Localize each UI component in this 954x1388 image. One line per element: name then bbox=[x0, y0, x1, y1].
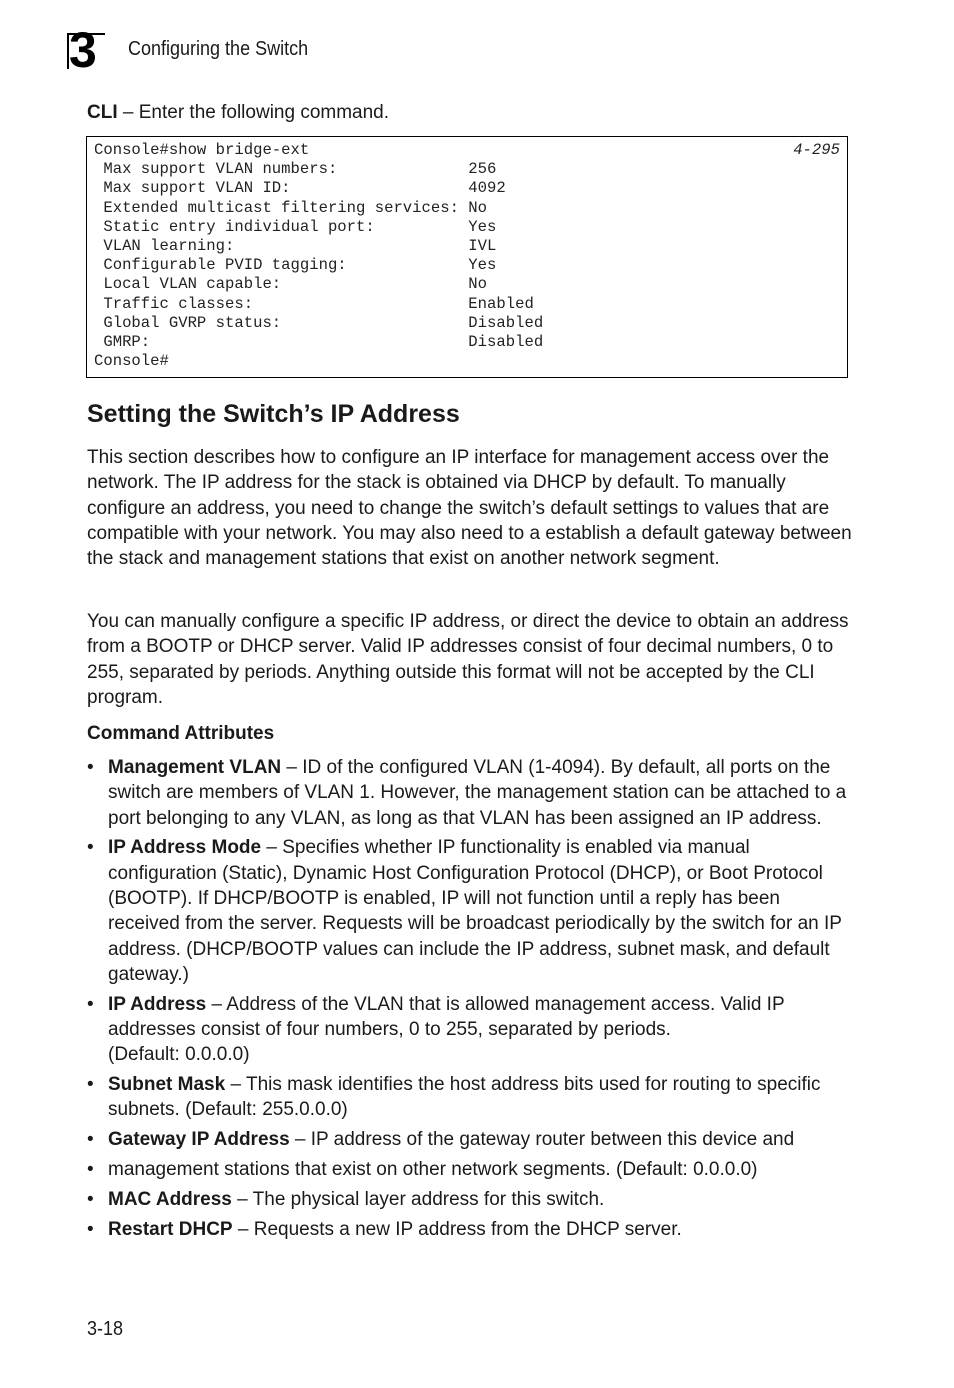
running-header-title: Configuring the Switch bbox=[128, 38, 309, 60]
attribute-desc: – ID of the configured VLAN (1-4094). By default, all ports on the switch are members of VLAN 1. However, the management station can be attached to a port belonging to any VLAN, as long as that VLAN has been assigned an IP address. bbox=[108, 757, 847, 829]
attribute-desc: – IP address of the gateway router between this device and bbox=[289, 1129, 795, 1151]
attribute-desc: – Specifies whether IP functionality is enabled via manual configuration (Static), Dynamic Host Configuration Protocol (DHCP), or Boot Protocol (BOOTP). If DHCP/BOOTP is enabled, IP will not function until a reply has been received from the server. Requests will be broadcast periodically by the switch for an IP address. (DHCP/BOOTP values can include the IP address, subnet mask, and default gateway.) bbox=[108, 837, 842, 985]
attribute-list bbox=[87, 755, 857, 1246]
attribute-term: IP Address bbox=[108, 993, 207, 1015]
attribute-desc: management stations that exist on other network segments. (Default: 0.0.0.0) bbox=[108, 1158, 758, 1180]
list-item: • management stations that exist on other network segments. (Default: 0.0.0.0) bbox=[87, 1158, 758, 1180]
list-item: • IP Address Mode – Specifies whether IP functionality is enabled via manual configuration (Static), Dynamic Host Configuration Protocol (DHCP), or Boot Protocol (BOOTP). If DHCP/BOOTP is enabled, IP will not function until a reply has been received from the server. Requests will be broadcast periodically by the switch for an IP address. (DHCP/BOOTP values can include the IP address, subnet mask, and default gateway.) bbox=[87, 837, 842, 985]
code-command: Console#show bridge-ext bbox=[94, 141, 310, 159]
code-line: Max support VLAN numbers: 256 bbox=[94, 160, 497, 179]
attribute-desc: – This mask identifies the host address bits used for routing to specific subnets. (Default: 255.0.0.0) bbox=[108, 1074, 821, 1121]
attribute-desc: – Requests a new IP address from the DHCP server. bbox=[232, 1218, 682, 1240]
cli-code-block bbox=[86, 136, 848, 378]
code-line: Traffic classes: Enabled bbox=[94, 294, 534, 313]
code-prompt: Console# bbox=[94, 352, 169, 371]
page-number: 3-18 bbox=[87, 1318, 124, 1340]
paragraph: This section describes how to configure an IP interface for management access over the network. The IP address for the stack is obtained via DHCP by default. To manually configure an address, you need to change the switch’s default settings to values that are compatible with your network. You may also need to a establish a default gateway between the stack and management stations that exist on another network segment. bbox=[87, 447, 852, 570]
code-line: Max support VLAN ID: 4092 bbox=[94, 179, 506, 198]
list-item: • Gateway IP Address – IP address of the gateway router between this device and bbox=[87, 1129, 795, 1151]
attribute-desc: – The physical layer address for this switch. bbox=[231, 1188, 605, 1210]
list-item: • MAC Address – The physical layer address for this switch. bbox=[87, 1188, 605, 1210]
cli-intro-text: – Enter the following command. bbox=[117, 102, 390, 123]
cli-intro bbox=[87, 102, 389, 124]
attribute-term: IP Address Mode bbox=[108, 837, 262, 859]
code-line-command bbox=[94, 141, 840, 160]
attributes-heading: Command Attributes bbox=[87, 723, 275, 744]
code-line: Local VLAN capable: No bbox=[94, 275, 488, 294]
code-reference: 4-295 bbox=[793, 141, 840, 159]
section-title: Setting the Switch’s IP Address bbox=[87, 400, 460, 428]
paragraph: You can manually configure a specific IP address, or direct the device to obtain an address from a BOOTP or DHCP server. Valid IP addresses consist of four decimal numbers, 0 to 255, separated by periods. Anything outside this format will not be accepted by the CLI program. bbox=[87, 611, 849, 708]
list-item: • Restart DHCP – Requests a new IP address from the DHCP server. bbox=[87, 1218, 682, 1240]
attribute-desc: – Address of the VLAN that is allowed management access. Valid IP addresses consist of four numbers, 0 to 255, separated by periods. bbox=[108, 993, 785, 1040]
list-item: • Management VLAN – ID of the configured VLAN (1-4094). By default, all ports on the switch are members of VLAN 1. However, the management station can be attached to a port belonging to any VLAN, as long as that VLAN has been assigned an IP address. bbox=[87, 757, 847, 829]
attribute-term: Gateway IP Address bbox=[108, 1129, 290, 1151]
code-line: Extended multicast filtering services: No bbox=[94, 198, 488, 217]
code-line: Static entry individual port: Yes bbox=[94, 217, 497, 236]
attribute-term: Restart DHCP bbox=[108, 1218, 233, 1240]
code-line: GMRP: Disabled bbox=[94, 332, 544, 351]
attribute-default: (Default: 0.0.0.0) bbox=[108, 1044, 250, 1066]
attribute-term: Management VLAN bbox=[108, 757, 282, 778]
code-line: Global GVRP status: Disabled bbox=[94, 313, 544, 332]
chapter-number: 3 bbox=[69, 22, 97, 78]
cli-intro-label: CLI bbox=[87, 102, 118, 123]
attribute-term: MAC Address bbox=[108, 1188, 232, 1210]
attribute-term: Subnet Mask bbox=[108, 1074, 226, 1096]
list-item: • Subnet Mask – This mask identifies the host address bits used for routing to specific subnets. (Default: 255.0.0.0) bbox=[87, 1074, 821, 1121]
code-line: VLAN learning: IVL bbox=[94, 236, 497, 255]
list-item: • IP Address – Address of the VLAN that is allowed management access. Valid IP addresses consist of four numbers, 0 to 255, separated by periods. (Default: 0.0.0.0) bbox=[87, 993, 785, 1066]
code-line: Configurable PVID tagging: Yes bbox=[94, 256, 497, 275]
